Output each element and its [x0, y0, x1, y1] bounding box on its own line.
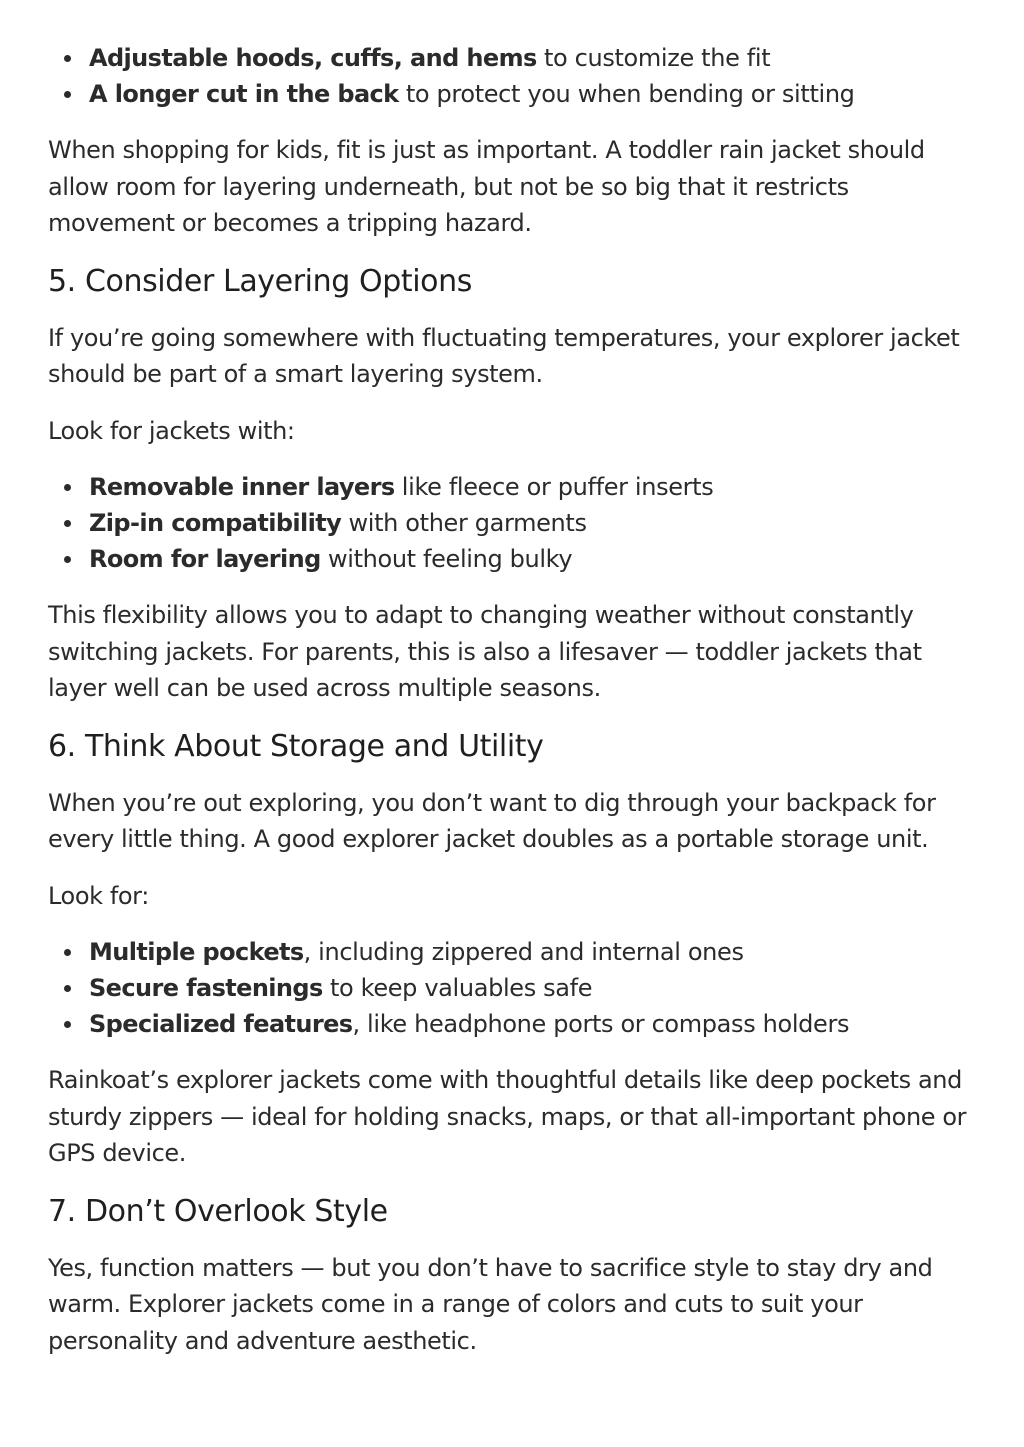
list-item [89, 76, 976, 112]
paragraph: Look for jackets with: [48, 416, 295, 445]
section-heading: 5. Consider Layering Options [48, 263, 472, 299]
list-item-text: , including zippered and internal ones [303, 938, 744, 966]
list-item-bold: Zip-in compatibility [89, 509, 342, 537]
list-item [89, 1006, 976, 1042]
list-item [89, 505, 976, 541]
list-item [89, 541, 976, 577]
paragraph: This flexibility allows you to adapt to changing weather without constantly switching jackets. For parents, this is also a lifesaver — toddler jackets that layer well can be used across multiple seasons. [48, 601, 922, 702]
list-item [89, 934, 976, 970]
list-item-text: , like headphone ports or compass holders [352, 1010, 850, 1038]
paragraph: When shopping for kids, fit is just as important. A toddler rain jacket should allow room for layering underneath, but not be so big that it restricts movement or becomes a tripping hazard. [48, 136, 925, 237]
paragraph: Look for: [48, 881, 149, 910]
list-item-text: to protect you when bending or sitting [398, 80, 855, 108]
list-item-bold: Multiple pockets [89, 938, 304, 966]
paragraph: When you’re out exploring, you don’t want to dig through your backpack for every little thing. A good explorer jacket doubles as a portable storage unit. [48, 788, 936, 853]
list-item-bold: A longer cut in the back [89, 80, 399, 108]
list-item [89, 40, 976, 76]
list-item-text: to customize the fit [536, 44, 771, 72]
list-item-bold: Room for layering [89, 545, 321, 573]
list-item-text: to keep valuables safe [322, 974, 593, 1002]
list-item-bold: Specialized features [89, 1010, 353, 1038]
layering-features-list [48, 469, 976, 577]
section-heading: 6. Think About Storage and Utility [48, 728, 544, 764]
list-item-text: like fleece or puffer inserts [394, 473, 714, 501]
fit-features-list [48, 40, 976, 112]
list-item-bold: Adjustable hoods, cuffs, and hems [89, 44, 537, 72]
paragraph: If you’re going somewhere with fluctuating temperatures, your explorer jacket should be part of a smart layering system. [48, 323, 960, 388]
list-item-bold: Removable inner layers [89, 473, 395, 501]
list-item-text: with other garments [341, 509, 587, 537]
list-item [89, 970, 976, 1006]
paragraph: Yes, function matters — but you don’t have to sacrifice style to stay dry and warm. Explorer jackets come in a range of colors and cuts to suit your personality and adventure aesthetic. [48, 1253, 933, 1355]
list-item-bold: Secure fastenings [89, 974, 323, 1002]
paragraph: Rainkoat’s explorer jackets come with thoughtful details like deep pockets and sturdy zippers — ideal for holding snacks, maps, or that all-important phone or GPS device. [48, 1066, 967, 1167]
section-heading: 7. Don’t Overlook Style [48, 1193, 388, 1229]
list-item [89, 469, 976, 505]
list-item-text: without feeling bulky [320, 545, 573, 573]
storage-features-list [48, 934, 976, 1042]
